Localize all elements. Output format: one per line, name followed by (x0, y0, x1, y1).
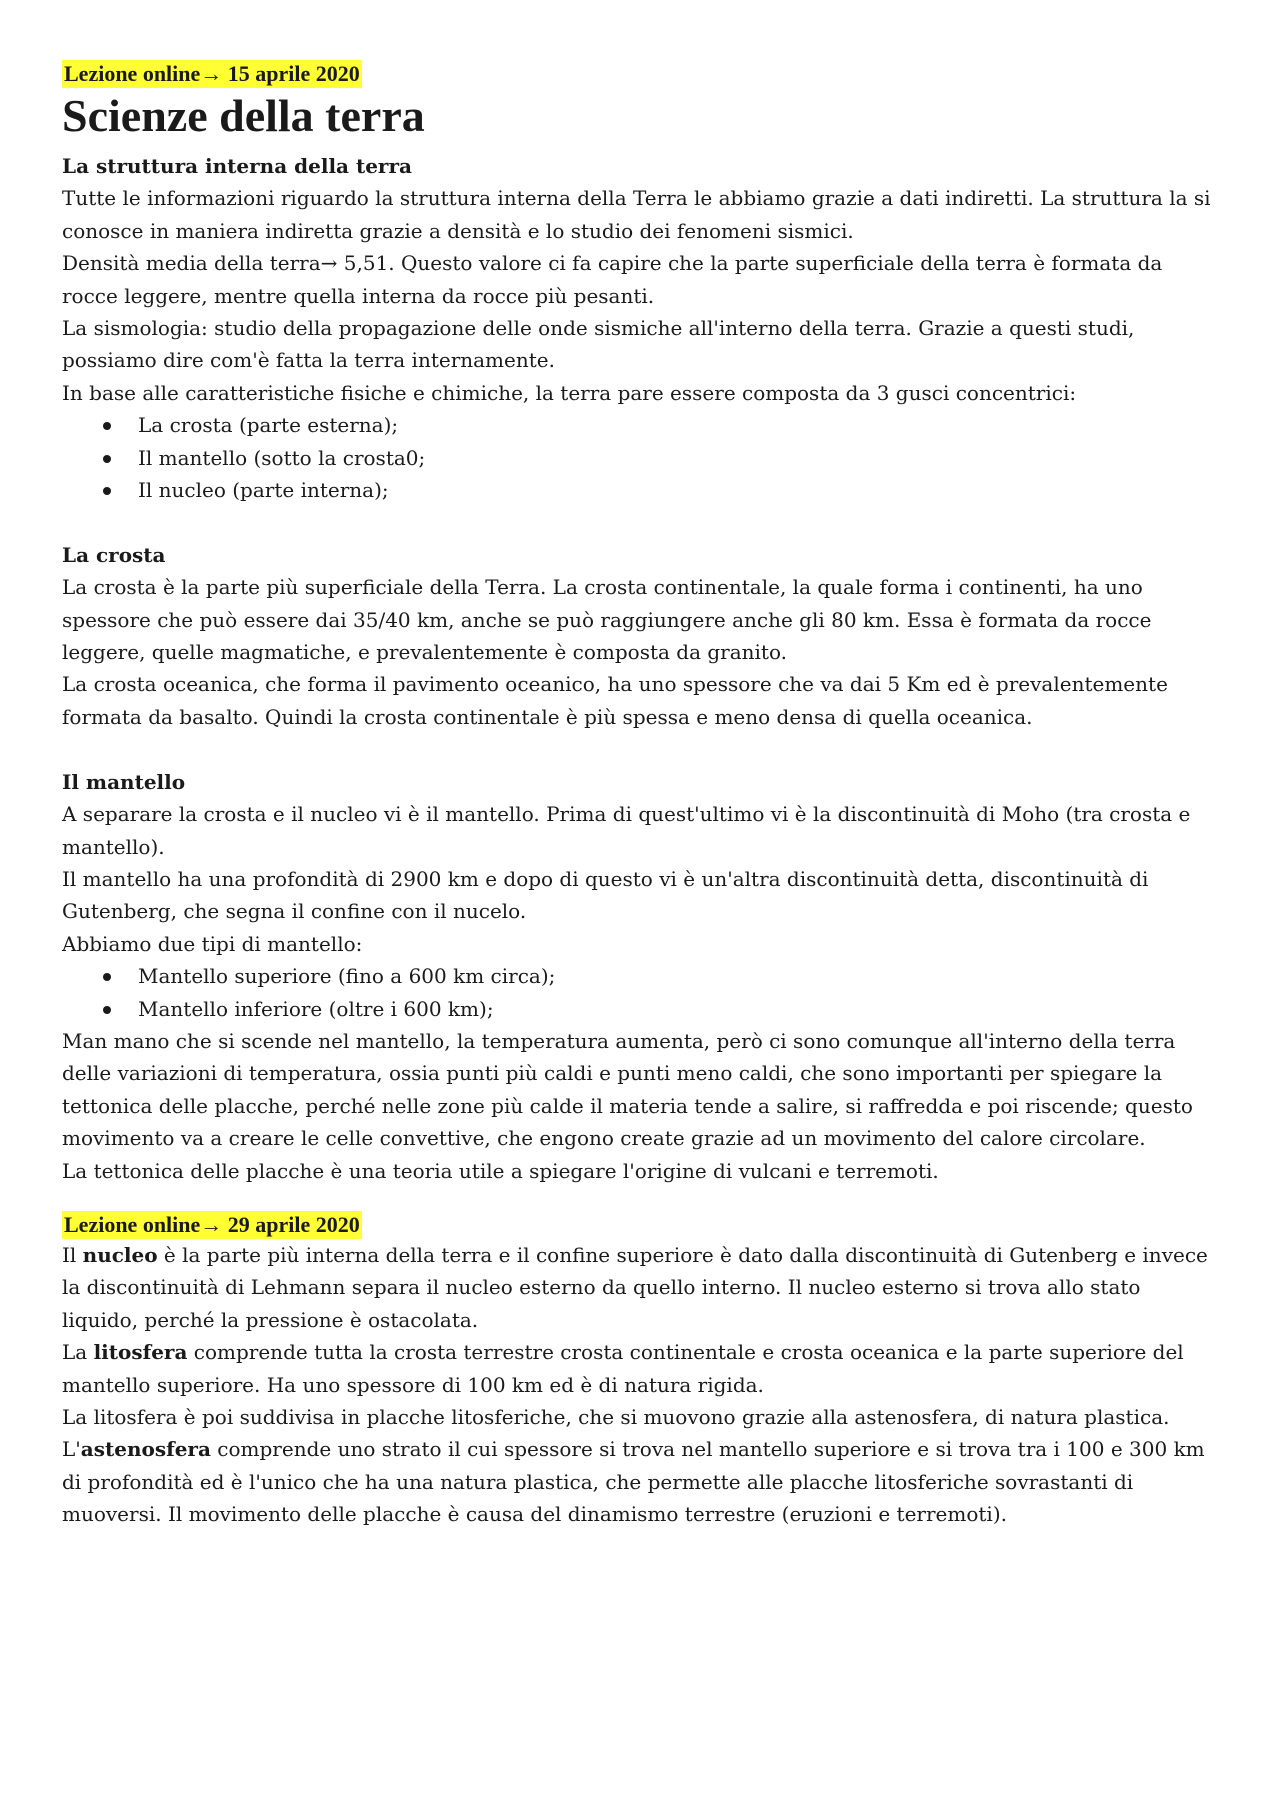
paragraph: La sismologia: studio della propagazione delle onde sismiche all'interno della terra. Grazie a questi studi, possiamo dire com'è fatta la terra internamente. (62, 316, 1135, 373)
keyword: nucleo (82, 1242, 158, 1267)
section-heading-crust: La crosta (62, 542, 166, 567)
text: comprende tutta la crosta terrestre crosta continentale e crosta oceanica e la parte superiore del mantello superiore. Ha uno spessore di 100 km ed è di natura rigida. (62, 1340, 1184, 1397)
keyword: astenosfera (80, 1437, 211, 1462)
paragraph: Il mantello ha una profondità di 2900 km e dopo di questo vi è un'altra discontinuità detta, discontinuità di Gutenberg, che segna il confine con il nucelo. (62, 866, 1149, 924)
text: è la parte più interna della terra e il confine superiore è dato dalla discontinuità di Gutenberg e invece la discontinuità di Lehmann separa il nucleo esterno da quello interno. Il nucleo esterno si trova allo stato liquido, perché la pressione è ostacolata. (62, 1242, 1208, 1332)
paragraph-nucleo (62, 1239, 1220, 1336)
lesson-date-label (62, 60, 1220, 88)
paragraph: La crosta oceanica, che forma il pavimento oceanico, ha uno spessore che va dai 5 Km ed è prevalentemente formata da basalto. Quindi la crosta continentale è più spessa e meno densa di quella oceanica. (62, 672, 1168, 729)
paragraph: In base alle caratteristiche fisiche e chimiche, la terra pare essere composta da 3 gusci concentrici: (62, 380, 1077, 405)
section-heading-mantle: Il mantello (62, 769, 186, 794)
list-item: Mantello superiore (fino a 600 km circa); (62, 960, 1220, 992)
paragraph: Abbiamo due tipi di mantello: (62, 931, 363, 956)
text: Il (62, 1242, 83, 1267)
section-heading-structure: La struttura interna della terra (62, 154, 412, 178)
document-title: Scienze della terra (62, 90, 425, 141)
paragraph: Tutte le informazioni riguardo la struttura interna della Terra le abbiamo grazie a dati indiretti. La struttura la si conosce in maniera indiretta grazie a densità e lo studio dei fenomeni sismici. (62, 186, 1211, 243)
mantle-types-list (62, 960, 1220, 1025)
text: comprende uno strato il cui spessore si trova nel mantello superiore e si trova tra i 100 e 300 km di profondità ed è l'unico che ha una natura plastica, che permette alle placche litosferiche sovrastanti di muoversi. Il movimento delle placche è causa del dinamismo terrestre (eruzioni e terremoti). (62, 1437, 1205, 1527)
shells-list (62, 409, 1220, 506)
paragraph: La crosta è la parte più superficiale della Terra. La crosta continentale, la quale forma i continenti, ha uno spessore che può essere dai 35/40 km, anche se può raggiungere anche gli 80 km. Essa è formata da rocce leggere, quelle magmatiche, e prevalentemente è composta da granito. (62, 575, 1152, 665)
list-item: Il nucleo (parte interna); (62, 474, 1220, 506)
paragraph-astenosfera (62, 1433, 1220, 1530)
paragraph: Densità media della terra→ 5,51. Questo valore ci fa capire che la parte superficiale della terra è formata da rocce leggere, mentre quella interna da rocce più pesanti. (62, 251, 1163, 308)
paragraph: Man mano che si scende nel mantello, la temperatura aumenta, però ci sono comunque all'interno della terra delle variazioni di temperatura, ossia punti più caldi e punti meno caldi, che sono importanti per spiegare la tettonica delle placche, perché nelle zone più calde il materia tende a salire, si raffredda e poi riscende; questo movimento va a creare le celle convettive, che engono create grazie ad un movimento del calore circolare. (62, 1028, 1193, 1151)
paragraph: La litosfera è poi suddivisa in placche litosferiche, che si muovono grazie alla astenosfera, di natura plastica. (62, 1405, 1170, 1429)
keyword: litosfera (93, 1340, 188, 1365)
lesson-date-label-2 (62, 1211, 1220, 1239)
list-item: Il mantello (sotto la crosta0; (62, 442, 1220, 474)
list-item: La crosta (parte esterna); (62, 409, 1220, 441)
paragraph-litosfera (62, 1336, 1220, 1401)
list-item: Mantello inferiore (oltre i 600 km); (62, 993, 1220, 1025)
paragraph: A separare la crosta e il nucleo vi è il mantello. Prima di quest'ultimo vi è la discontinuità di Moho (tra crosta e mantello). (62, 802, 1191, 859)
lesson-date-highlight: Lezione online→ 15 aprile 2020 (64, 61, 360, 86)
paragraph: La tettonica delle placche è una teoria utile a spiegare l'origine di vulcani e terremoti. (62, 1158, 939, 1183)
text: La (62, 1340, 94, 1365)
text: L' (62, 1437, 81, 1462)
lesson-date-highlight: Lezione online→ 29 aprile 2020 (64, 1211, 360, 1237)
